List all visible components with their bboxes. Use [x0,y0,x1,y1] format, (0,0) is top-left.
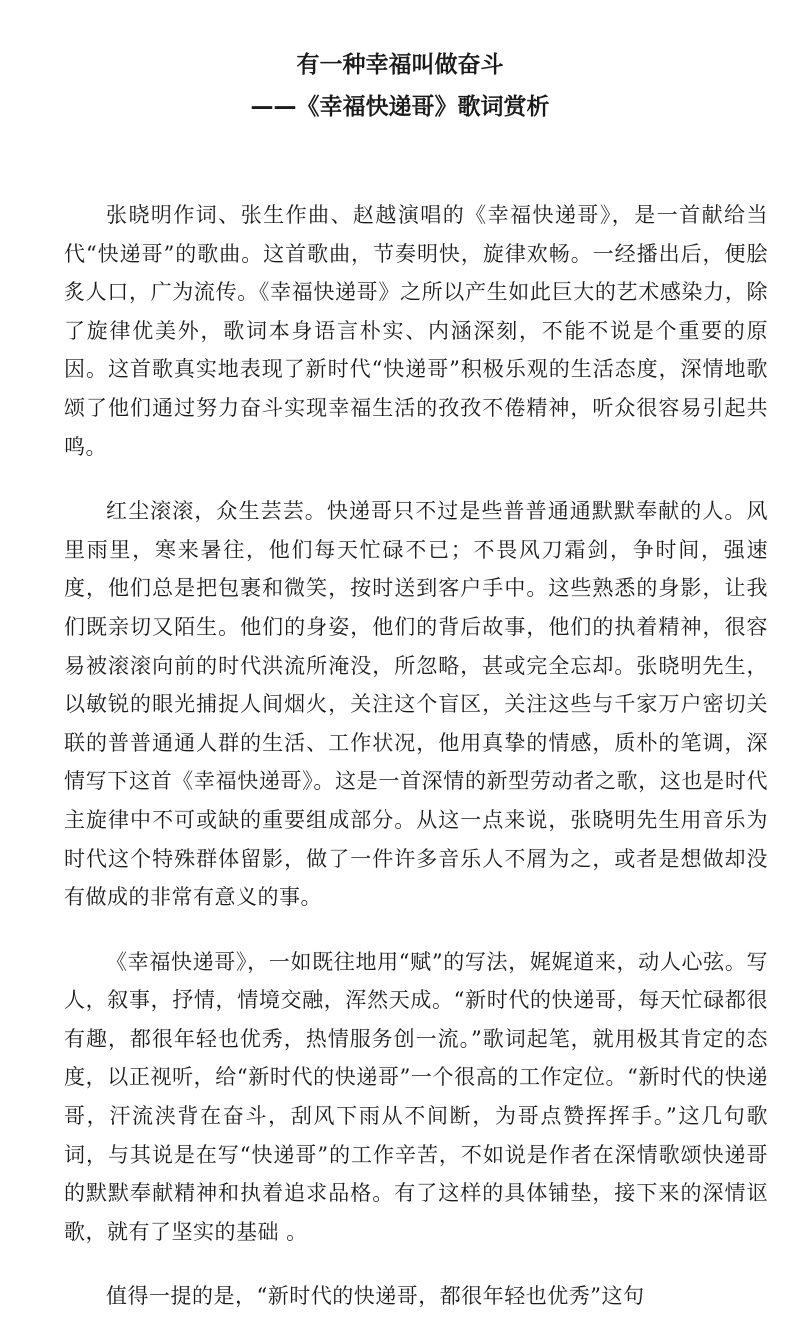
article-subtitle: ——《幸福快递哥》歌词赏析 [250,94,550,120]
article-title: 有一种幸福叫做奋斗 [296,52,504,78]
paragraph-1: 张晓明作词、张生作曲、赵越演唱的《幸福快递哥》，是一首献给当代“快递哥”的歌曲。这首歌曲，节奏明快，旋律欢畅。一经播出后，便脍炙人口，广为流传。《幸福快递哥》之所以产生如此巨大的艺术感染力，除了旋律优美外，歌词本身语言朴实、内涵深刻，不能不说是个重要的原因。这首歌真实地表现了新时代“快递哥”积极乐观的生活态度，深情地歌颂了他们通过努力奋斗实现幸福生活的孜孜不倦精神，听众很容易引起共鸣。 [64,203,768,459]
paragraph-3: 《幸福快递哥》，一如既往地用“赋”的写法，娓娓道来，动人心弦。写人，叙事，抒情，情境交融，浑然天成。“新时代的快递哥，每天忙碌都很有趣，都很年轻也优秀，热情服务创一流。”歌词起笔，就用极其肯定的态度，以正视听，给“新时代的快递哥”一个很高的工作定位。“新时代的快递哥，汗流浃背在奋斗，刮风下雨从不间断，为哥点赞挥挥手。”这几句歌词，与其说是在写“快递哥”的工作辛苦，不如说是作者在深情歌颂快递哥的默默奉献精神和执着追求品格。有了这样的具体铺垫，接下来的深情讴歌，就有了坚实的基础 。 [64,949,768,1244]
paragraph-4: 值得一提的是，“新时代的快递哥，都很年轻也优秀”这句 [106,1284,645,1309]
article-body [64,196,768,1342]
paragraph-2: 红尘滚滚，众生芸芸。快递哥只不过是些普普通通默默奉献的人。风里雨里，寒来暑往，他们每天忙碌不已；不畏风刀霜剑，争时间，强速度，他们总是把包裹和微笑，按时送到客户手中。这些熟悉的身影，让我们既亲切又陌生。他们的身姿，他们的背后故事，他们的执着精神，很容易被滚滚向前的时代洪流所淹没，所忽略，甚或完全忘却。张晓明先生，以敏锐的眼光捕捉人间烟火，关注这个盲区，关注这些与千家万户密切关联的普普通通人群的生活、工作状况，他用真挚的情感，质朴的笔调，深情写下这首《幸福快递哥》。这是一首深情的新型劳动者之歌，这也是时代主旋律中不可或缺的重要组成部分。从这一点来说，张晓明先生用音乐为时代这个特殊群体留影，做了一件许多音乐人不屑为之，或者是想做却没有做成的非常有意义的事。 [64,499,768,910]
